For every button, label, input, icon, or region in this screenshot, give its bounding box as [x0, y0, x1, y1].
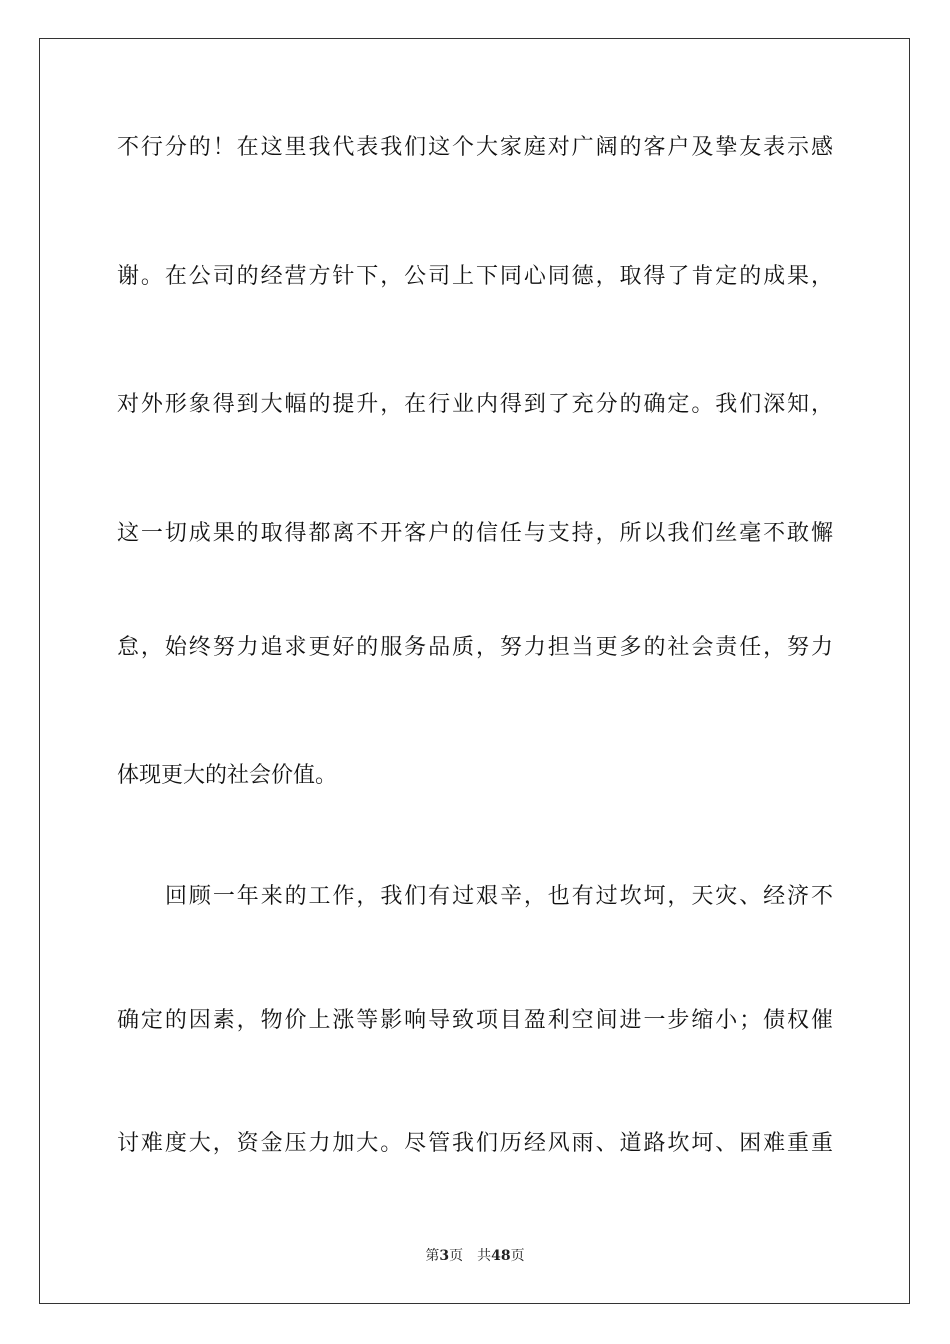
text-line: 怠，始终努力追求更好的服务品质，努力担当更多的社会责任，努力 — [117, 635, 833, 660]
text-line: 对外形象得到大幅的提升，在行业内得到了充分的确定。我们深知， — [117, 392, 833, 417]
page-suffix: 页 — [449, 1248, 464, 1264]
total-suffix: 页 — [510, 1248, 525, 1264]
text-line: 讨难度大，资金压力加大。尽管我们历经风雨、道路坎坷、困难重重 — [117, 1131, 833, 1156]
total-pages: 48 — [491, 1248, 511, 1264]
text-line: 不行分的！在这里我代表我们这个大家庭对广阔的客户及挚友表示感 — [117, 135, 833, 160]
text-line: 确定的因素，物价上涨等影响导致项目盈利空间进一步缩小；债权催 — [117, 1008, 833, 1033]
text-line: 体现更大的社会价值。 — [117, 763, 338, 788]
text-line: 谢。在公司的经营方针下，公司上下同心同德，取得了肯定的成果， — [117, 264, 833, 289]
total-prefix: 共 — [477, 1248, 492, 1264]
text-line: 回顾一年来的工作，我们有过艰辛，也有过坎坷，天灾、经济不 — [165, 884, 833, 909]
page-number: 3 — [439, 1248, 450, 1264]
page-footer — [0, 1246, 950, 1266]
page-border — [39, 38, 910, 1304]
text-line: 这一切成果的取得都离不开客户的信任与支持，所以我们丝毫不敢懈 — [117, 521, 833, 546]
page-prefix: 第 — [425, 1248, 440, 1264]
